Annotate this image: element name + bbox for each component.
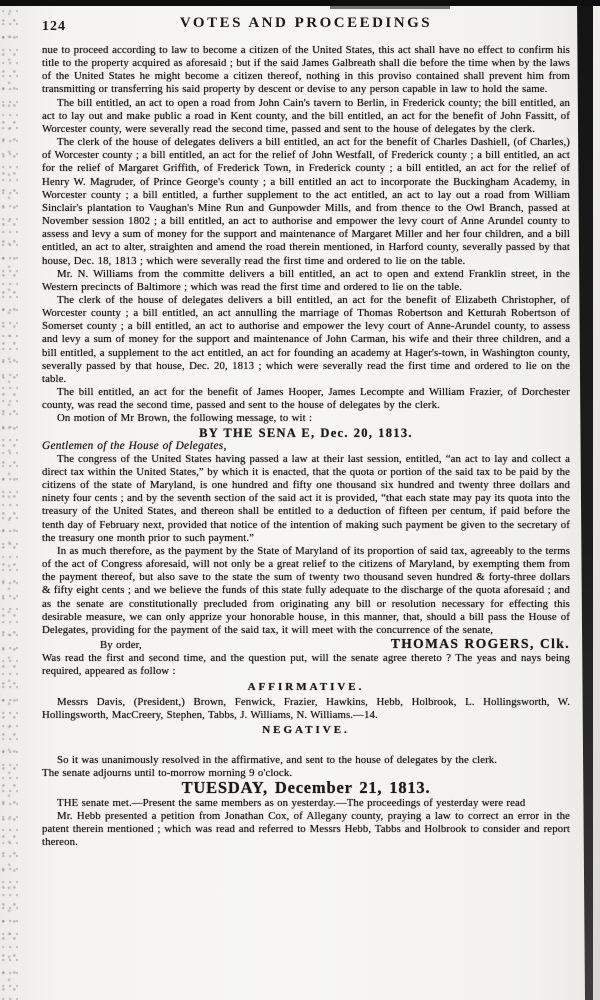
paragraph-roads-bill: The bill entitled, an act to open a road from John Cain's tavern to Berlin, in Frederick county; the bill entitled, an act to lay out and make public a road in Kent county, and the bill entitled, an act for the benefit of John Fassitt, of Worcester county, were severally read the second time, passed and sent to the house of delegates by the clerk. [42, 96, 570, 135]
paragraph-hooper-bill: The bill entitled, an act for the benefit of James Hooper, James Lecompte and William Frazier, of Dorchester county, was read the second time, passed and sent to the house of delegates by the clerk. [42, 386, 570, 412]
heading-negative: NEGATIVE. [262, 723, 350, 736]
paragraph-clerk-delivers-2: The clerk of the house of delegates delivers a bill entitled, an act for the benefit of Elizabeth Christopher, of Worcester county ; a bill entitled, an act annulling the marriage of Thomas Robertson and Ketturah Robertson of Somerset county ; a bill entitled, an act to authorise and empower the levy court of Anne-Arundel county, to assess and levy a sum of money for the support and maintenance of John Carman, his wife and their three children, and a bill entitled, a supplement to the act entitled, an act for founding an academy at Hager's-town, in Washington county, severally passed by that house, Dec. 20, 1813 ; which were severally read the first time and ordered to lie on the table. [42, 293, 570, 385]
page-content [42, 6, 570, 849]
scan-top-edge-artifact [0, 0, 600, 6]
paragraph-adjourn: The senate adjourns until to-morrow morning 9 o'clock. [42, 767, 293, 780]
paragraph-clerk-delivers-1: The clerk of the house of delegates delivers a bill entitled, an act for the benefit of Charles Dashiell, (of Charles,) of Worcester county ; a bill entitled, an act for the relief of John Westfall, of Frederick county ; a bill entitled, an act for the relief of Margaret Griffith, of Frederick Town, in Frederick county ; a bill entitled, an act for the relief of Henry W. Magruder, of Prince George's county ; a bill entitled an act to incorporate the Buckingham Academy, in Worcester county ; a bill entitled, a further supplement to the act entitled, an act to lay out a road from William Sinclair's plantation to Vaughan's Mine Run and Gunpowder Mills, and from thence to the Owl Branch, passed at November session 1802 ; a bill entitled, an act to authorise and empower the levy court of Anne Arundel county to assess and levy a sum of money for the support and maintenance of Margaret Miller and her four children, and a bill entitled, an act to alter, straighten and amend the road therein mentioned, in Harford county, severally passed by that house, Dec. 18, 1813 ; which were severally read the first time and ordered to lie on the table. [42, 136, 570, 267]
heading-affirmative: AFFIRMATIVE. [247, 680, 365, 693]
paragraph-hebb-petition: Mr. Hebb presented a petition from Jonathan Cox, of Allegany county, praying a law to correct an error in the patent therein mentioned ; which was read and referred to Messrs Hebb, Tabbs and Holbrook to consider and report thereon. [42, 809, 570, 849]
paragraph-williams-franklin: Mr. N. Williams from the committe delivers a bill entitled, an act to open and extend Franklin street, in the Western precincts of Baltimore ; which was read the first time and ordered to lie on the table. [42, 267, 570, 293]
paragraph-congress-tax: The congress of the United States having passed a law at their last session, entitled, “an act to lay and collect a direct tax within the United States,” by which it is enacted, that the quota or portion of the said tax to be paid by the citizens of the state of Maryland, is one hundred and fifty one thousand six hundred and twenty three dollars and ninety four cents ; and by the seventh section of the said act it is provided, “that each state may pay its quota into the treasury of the United States, and thereon shall be entitled to a deduction of fifteen per centum, if paid before the tenth day of February next, provided that notice of the intention of making such payment be given to the secretary of the treasury one month prior to such payment.” [42, 452, 570, 544]
paragraph-senate-met: THE senate met.—Present the same members as on yesterday.—The proceedings of yesterday were read [57, 796, 526, 809]
paragraph-brown-motion: On motion of Mr Brown, the following message, to wit : [57, 412, 313, 425]
paragraph-inasmuch: In as much therefore, as the payment by the State of Maryland of its proportion of said tax, agreeably to the terms of the act of Congress aforesaid, will not only be a great relief to the citizens of Maryland, by exempting them from the payment thereof, but also save to the state the sum of twenty two thousand seven hundred & forty-three dollars & fifty eight cents ; and we believe the funds of this state fully adequate to the discharge of the quota aforesaid ; and as the senate are constitutionally precluded from originating any bill or resolution necessary for effecting this desirable measure, we can only apprize your honorable house, in this manner, that, should a bill pass the House of Delegates, providing for the payment of the said tax, it will meet with the concurrence of the senate, [42, 544, 570, 636]
paragraph-continuation: nue to proceed according to law to become a citizen of the United States, this act shall have no effect to confirm his title to the property acquired as aforesaid ; but if the said James Galbreath shall die before the time when by the laws of the United States he might become a citizen thereof, nothing in this proviso contained shall prevent him from transmitting or transferring his said property by descent or devise to any person capable in law to hold the same. [42, 44, 570, 96]
page-title: VOTES AND PROCEEDINGS [179, 15, 433, 31]
scan-left-noise [0, 0, 18, 1000]
page-header [42, 6, 570, 44]
salutation-line: Gentlemen of the House of Delegates, [42, 439, 227, 452]
heading-by-the-senate: BY THE SENA E, Dec. 20, 1813. [199, 425, 413, 440]
heading-tuesday-session: TUESDAY, December 21, 1813. [181, 778, 431, 798]
paragraph-affirmative-names: Messrs Davis, (President,) Brown, Fenwick, Frazier, Hawkins, Hebb, Holbrook, L. Hollingsworth, W. Hollingsworth, MacCreery, Stephen, Tabbs, J. Williams, N. Williams.—14. [42, 695, 570, 721]
blank-space [42, 739, 570, 754]
signature-row [42, 637, 570, 652]
paragraph-resolved: So it was unanimously resolved in the affirmative, and sent to the house of delegates by the clerk. [57, 754, 498, 767]
clerk-signature: THOMAS ROGERS, Clk. [390, 636, 570, 652]
by-order-label: By order, [100, 639, 142, 652]
paragraph-was-read: Was read the first and second time, and the question put, will the senate agree thereto ? The yeas and nays being required, appeared as follow : [42, 652, 570, 678]
scan-right-gutter-shadow [577, 0, 593, 1000]
page-number: 124 [42, 19, 66, 34]
document-body [42, 44, 570, 849]
